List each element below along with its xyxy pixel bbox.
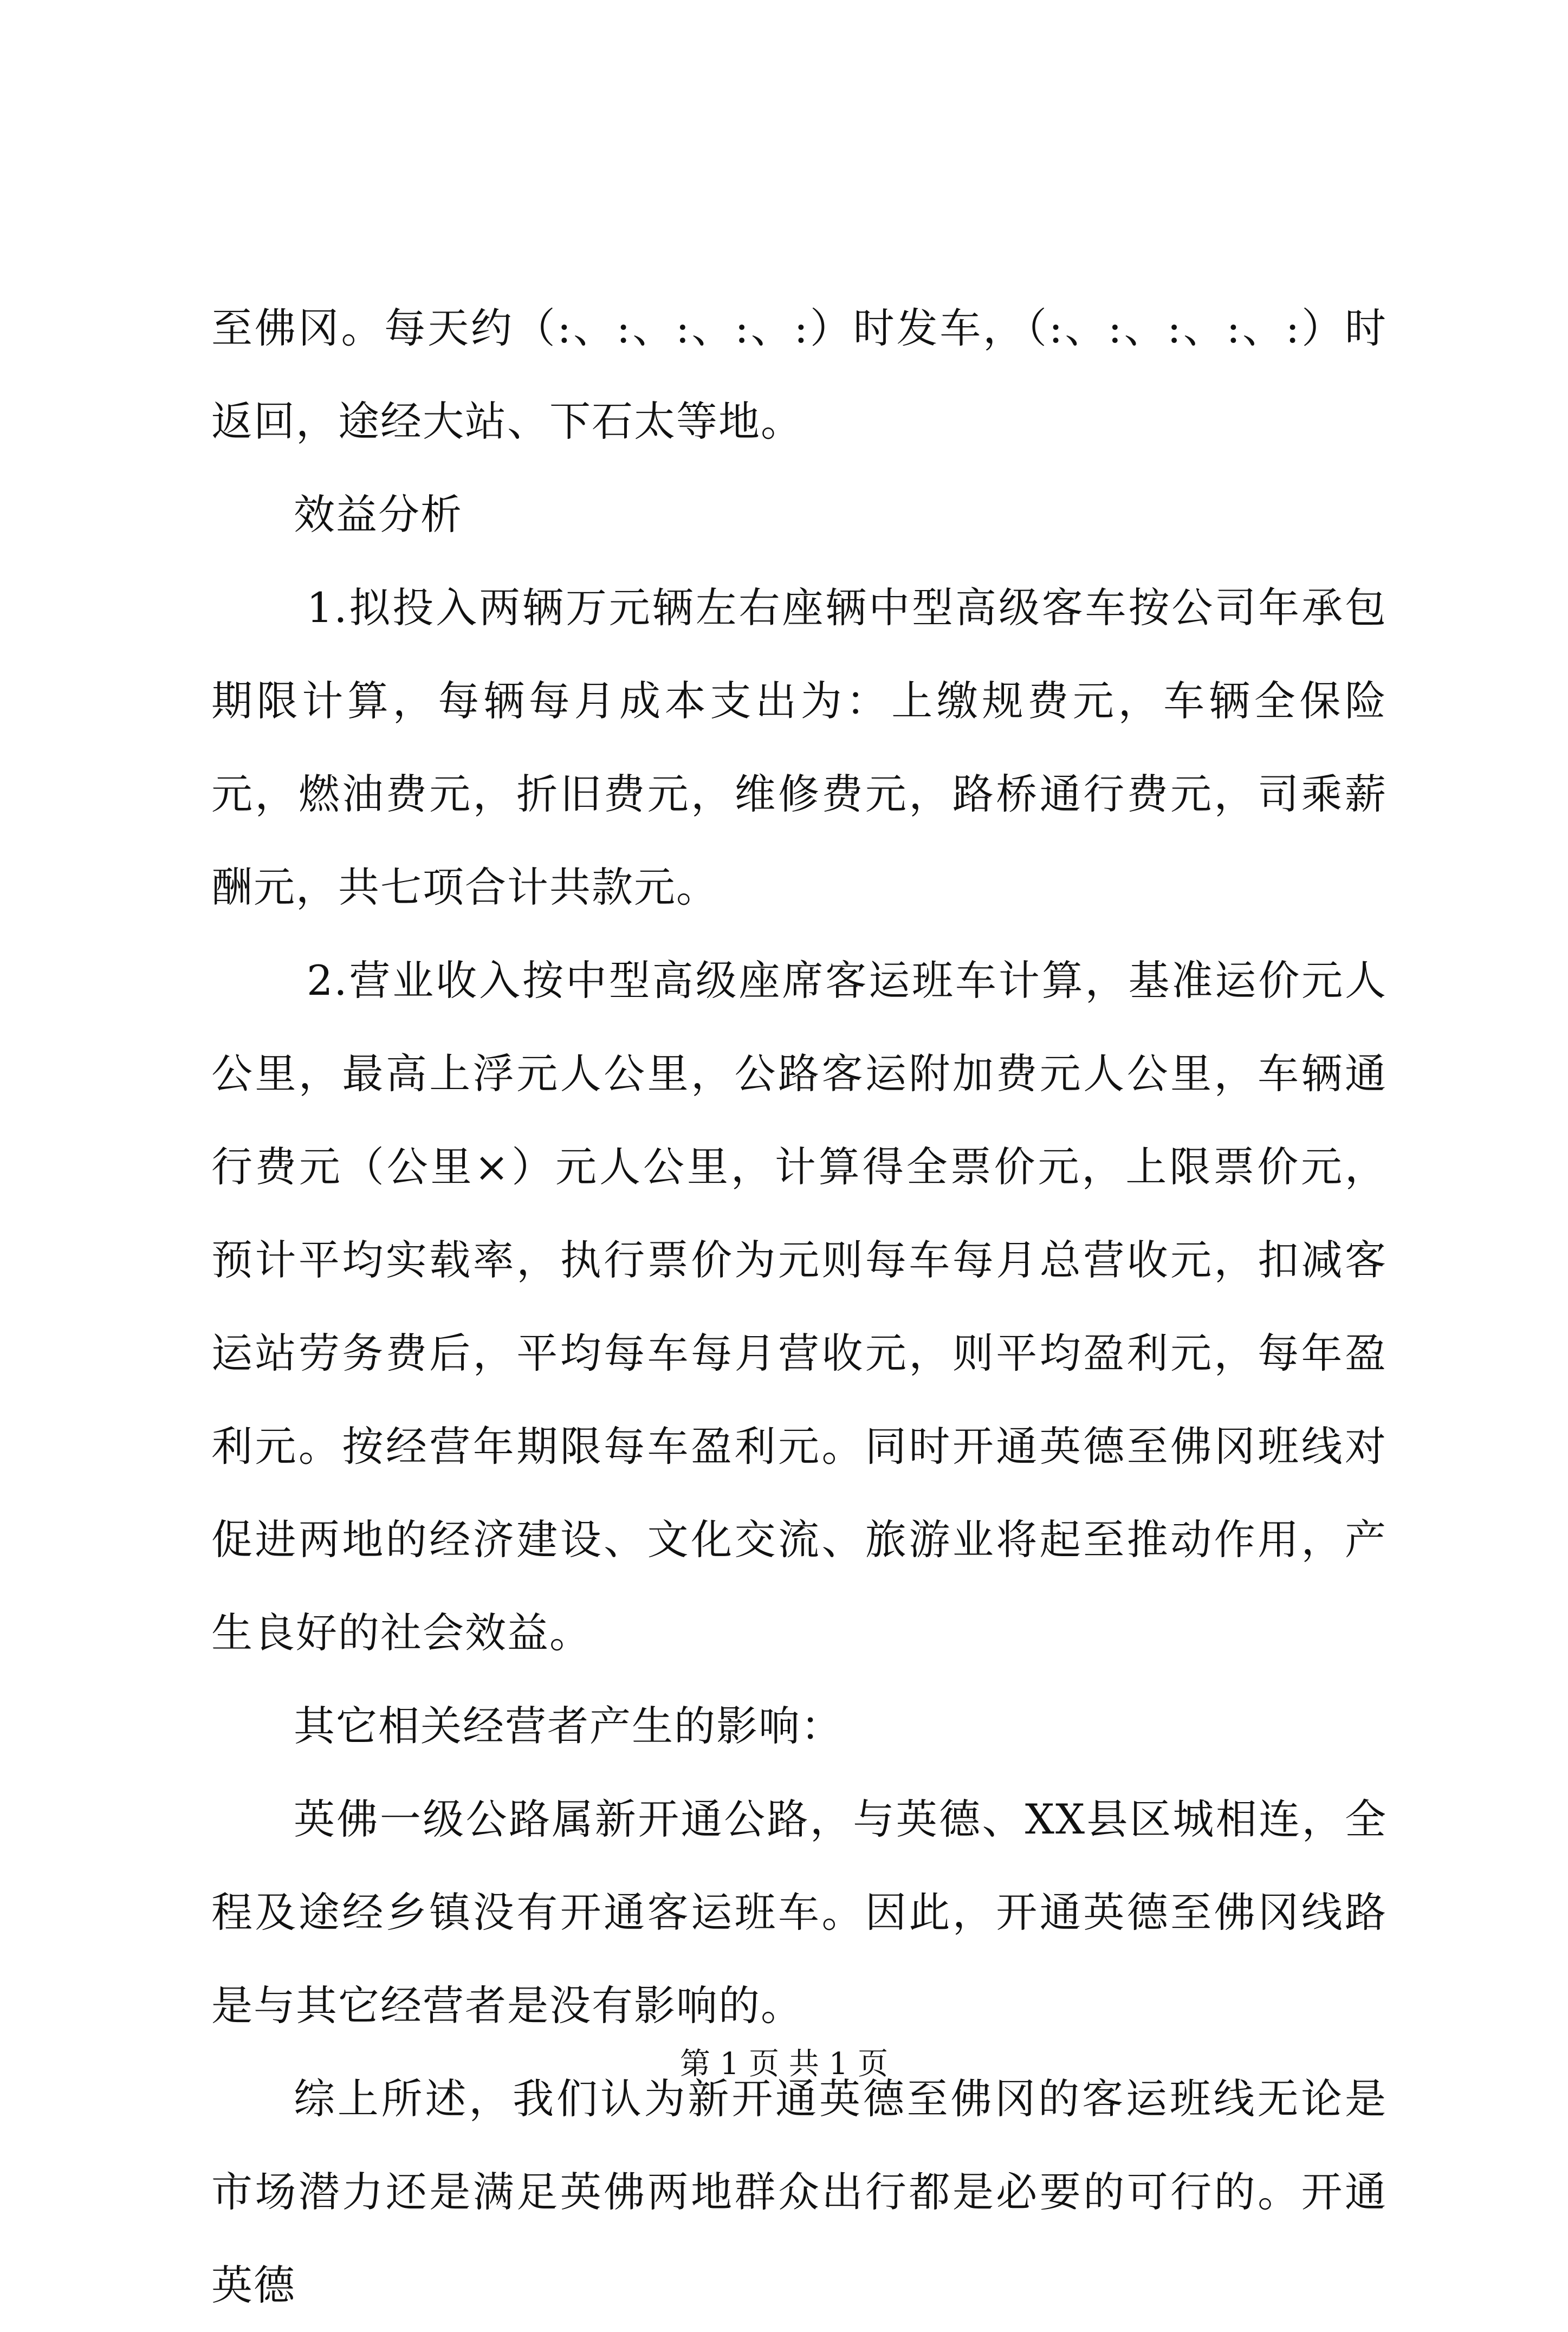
paragraph-revenue-item-2: 2.营业收入按中型高级座席客运班车计算，基准运价元人公里，最高上浮元人公里，公路客运附加费元人公里，车辆通行费元（公里×）元人公里，计算得全票价元，上限票价元，预计平均实载率，执行票价为元则每车每月总营收元，扣减客运站劳务费后，平均每车每月营收元，则平均盈利元，每年盈利元。按经营年期限每车盈利元。同时开通英德至佛冈班线对促进两地的经济建设、文化交流、旅游业将起至推动作用，产生良好的社会效益。 (211, 956, 1387, 1657)
paragraph-cost-item-1: 1.拟投入两辆万元辆左右座辆中型高级客车按公司年承包期限计算，每辆每月成本支出为：上缴规费元，车辆全保险元，燃油费元，折旧费元，维修费元，路桥通行费元，司乘薪酬元，共七项合计共款元。 (211, 584, 1387, 911)
document-body (211, 282, 1387, 2332)
paragraph-schedule: 至佛冈。每天约（:、:、:、:、:）时发车，（:、:、:、:、:）时返回，途经大站、下石太等地。 (211, 304, 1387, 445)
section-heading-impact: 其它相关经营者产生的影响： (294, 1702, 843, 1750)
page-footer: 第 1 页 共 1 页 (679, 2046, 889, 2082)
section-heading-benefit-analysis: 效益分析 (294, 490, 463, 539)
paragraph-impact: 英佛一级公路属新开通公路，与英德、XX县区城相连，全程及途经乡镇没有开通客运班车。因此，开通英德至佛冈线路是与其它经营者是没有影响的。 (211, 1795, 1387, 2030)
paragraph-conclusion: 综上所述，我们认为新开通英德至佛冈的客运班线无论是市场潜力还是满足英佛两地群众出行都是必要的可行的。开通英德 (211, 2075, 1387, 2309)
